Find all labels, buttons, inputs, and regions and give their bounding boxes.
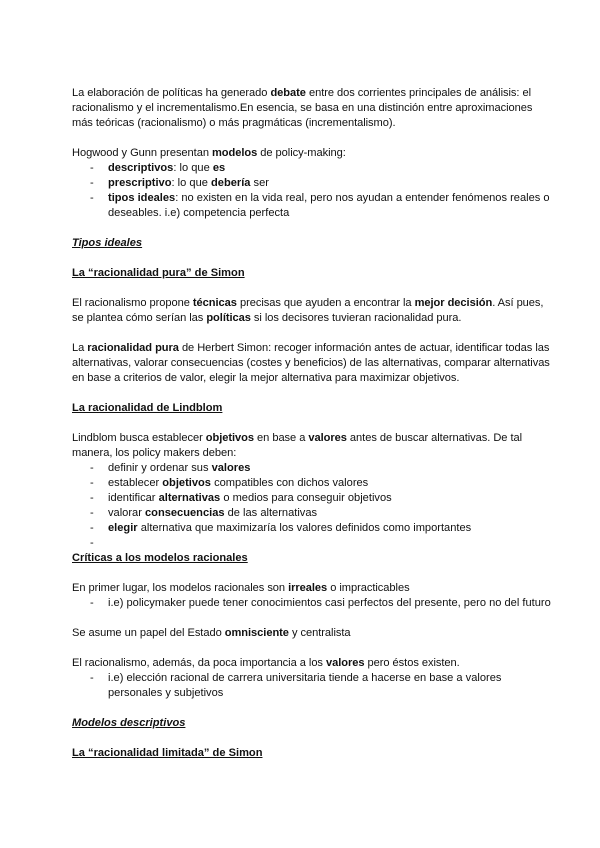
bold-term: objetivos xyxy=(162,477,211,489)
bold-term: consecuencias xyxy=(145,507,225,519)
document-page xyxy=(72,86,552,776)
section-heading-tipos-ideales: Tipos ideales xyxy=(72,237,143,249)
simon-paragraph-1: El racionalismo propone técnicas precisas que ayuden a encontrar la mejor decisión. Así pues, se plantea cómo serían las políticas si los decisores tuvieran racionalidad pura. xyxy=(72,297,544,324)
section-heading-lindblom: La racionalidad de Lindblom xyxy=(72,402,223,414)
bold-term: debería xyxy=(211,177,251,189)
bold-term: omnisciente xyxy=(224,627,289,639)
section-heading-simon-limitada: La “racionalidad limitada” de Simon xyxy=(72,747,263,759)
bold-term: descriptivos xyxy=(108,162,174,174)
section-heading-simon-pura: La “racionalidad pura” de Simon xyxy=(72,267,245,279)
bold-term: modelos xyxy=(211,147,258,159)
lindblom-paragraph: Lindblom busca establecer objetivos en base a valores antes de buscar alternativas. De tal manera, los policy makers deben: xyxy=(72,432,523,459)
bold-term: mejor decisión xyxy=(414,297,493,309)
bold-term: valores xyxy=(308,432,347,444)
list-item: - valorar consecuencias de las alternativas xyxy=(72,506,552,521)
simon-paragraph-2: La racionalidad pura de Herbert Simon: recoger información antes de actuar, identificar todas las alternativas, valorar consecuencias (costes y beneficios) de las alternativas, comparar alternativas en base a criterios de valor, elegir la mejor alternativa para maximizar objetivos. xyxy=(72,342,550,384)
list-item: - descriptivos: lo que es xyxy=(72,161,552,176)
bold-term: elegir xyxy=(108,522,138,534)
bold-term: es xyxy=(212,162,226,174)
bold-term: tipos ideales xyxy=(108,192,176,204)
bold-term: debate xyxy=(270,87,306,99)
list-item: - elegir alternativa que maximizaría los valores definidos como importantes xyxy=(72,521,552,536)
criticas-list-1 xyxy=(72,596,552,611)
bold-term: valores xyxy=(325,657,365,669)
models-intro-paragraph: Hogwood y Gunn presentan modelos de policy-making: xyxy=(72,147,346,159)
models-list xyxy=(72,161,552,221)
list-item: - i.e) elección racional de carrera universitaria tiende a hacerse en base a valores personales y subjetivos xyxy=(72,671,552,701)
section-heading-modelos-descriptivos: Modelos descriptivos xyxy=(72,717,186,729)
list-item: - tipos ideales: no existen en la vida real, pero nos ayudan a entender fenómenos reales o deseables. i.e) competencia perfecta xyxy=(72,191,552,221)
list-item: - definir y ordenar sus valores xyxy=(72,461,552,476)
criticas-paragraph-1: En primer lugar, los modelos racionales son irreales o impracticables xyxy=(72,582,410,594)
intro-paragraph: La elaboración de políticas ha generado debate entre dos corrientes principales de análisis: el racionalismo y el incrementalismo.En esencia, se basa en una distinción entre aproximaciones más teóricas (racionalismo) o más pragmáticas (incrementalismo). xyxy=(72,87,533,129)
list-item xyxy=(72,536,552,551)
bold-term: alternativas xyxy=(158,492,221,504)
criticas-paragraph-2: Se asume un papel del Estado omnisciente y centralista xyxy=(72,627,351,639)
criticas-paragraph-3: El racionalismo, además, da poca importancia a los valores pero éstos existen. xyxy=(72,657,460,669)
bold-term: políticas xyxy=(206,312,251,324)
bold-term: valores xyxy=(211,462,251,474)
section-heading-criticas: Críticas a los modelos racionales xyxy=(72,552,248,564)
bold-term: racionalidad pura xyxy=(87,342,179,354)
list-item: - identificar alternativas o medios para conseguir objetivos xyxy=(72,491,552,506)
list-item: - establecer objetivos compatibles con dichos valores xyxy=(72,476,552,491)
bold-term: irreales xyxy=(288,582,328,594)
bold-term: prescriptivo xyxy=(108,177,172,189)
criticas-list-2 xyxy=(72,671,552,701)
list-item: - i.e) policymaker puede tener conocimientos casi perfectos del presente, pero no del futuro xyxy=(72,596,552,611)
list-item: - prescriptivo: lo que debería ser xyxy=(72,176,552,191)
bold-term: técnicas xyxy=(192,297,237,309)
bold-term: objetivos xyxy=(205,432,255,444)
lindblom-list xyxy=(72,461,552,551)
